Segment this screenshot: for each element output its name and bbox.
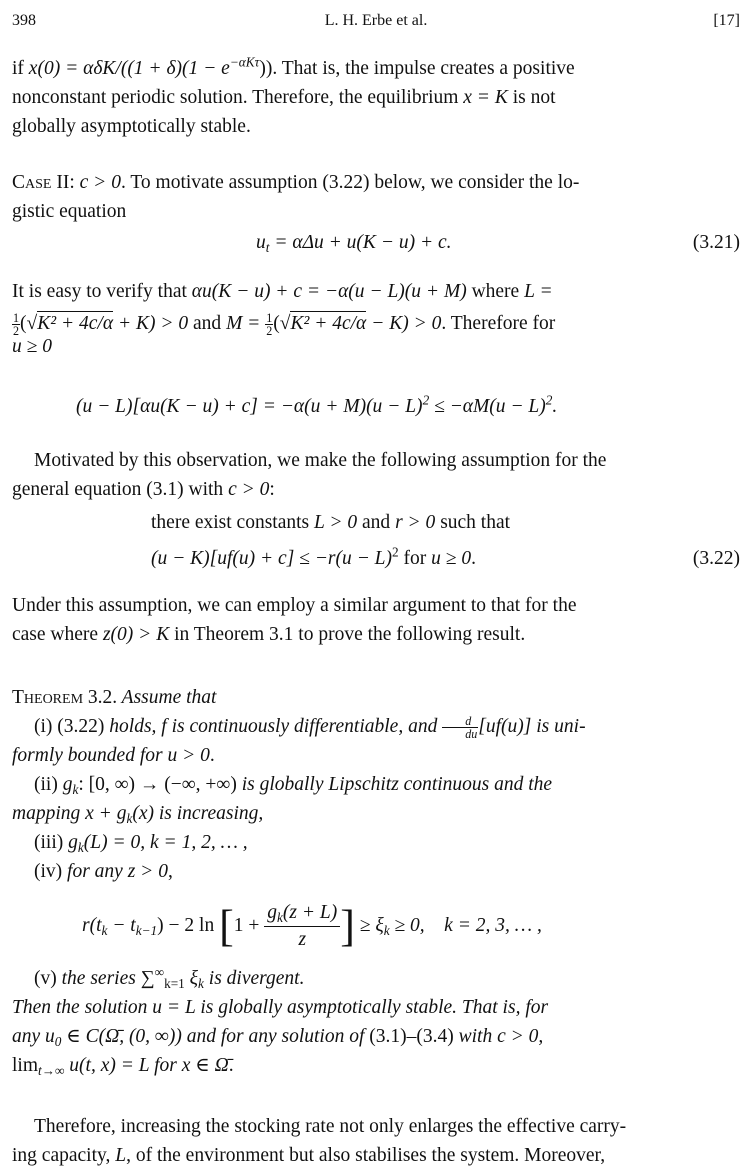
theorem-label: Theorem 3.2.: [12, 687, 118, 708]
paragraph-2: It is easy to verify that αu(K − u) + c = −α(u − L)(u + M) where L = $\frac{1}{2}$ (√K² + 4c/α + K) > 0 and M = $\frac{1}{2}$ (√K² + 4c/α − K) > 0. Therefore for u ≥ 0: [12, 281, 556, 357]
running-header: [12, 6, 740, 32]
running-author: L. H. Erbe et al.: [324, 12, 428, 29]
paragraph-4: Under this assumption, we can employ a similar argument to that for the case where z(0) > K in Theorem 3.1 to prove the following result.: [12, 595, 577, 645]
page-number: 398: [12, 12, 36, 29]
condition-iv-equation: $r(t_k - t_{k-1}) - 2$ ln [1 + $\frac{g_k(z + L)}{z}$ ] ≥ $\xi_k \ge 0$, k = 2, 3, … ,: [82, 901, 542, 951]
equation-3-22: $(u - K)[uf(u) + c] \le -r(u - L)^2$ for u ≥ 0. (3.22): [12, 544, 740, 574]
equation-number: (3.22): [692, 548, 740, 569]
reference-tag: [17]: [713, 12, 740, 29]
inline-math: x(0) = αδK/((1 + δ)(1 − e: [28, 58, 230, 79]
case-label: Case II:: [12, 172, 75, 193]
assumption-line-1: there exist constants L > 0 and r > 0 such that: [151, 512, 511, 533]
theorem-conclusion: (v) the series $\sum^\infty_{k=1}$ $\xi_k$ is divergent. Then the solution u = L is globally asymptotically stable. That is, for any $u_0$ ∈ C(Ω̄, (0, ∞)) and for any solution of (3.1)–(3.4) with c > 0, $\lim_{t\to\infty} u(t$, x) = L for x ∈ Ω̄.: [12, 964, 549, 1078]
paragraph-1: if $x(0) = \alpha\delta K/((1 + \delta)(1 - e^{-\alpha K\tau}))$. That is, the impulse creates a positive nonconstant periodic solution. Therefore, the equilibrium x = K is not globally asymptotically stable.: [12, 54, 575, 137]
theorem-3-2: Theorem 3.2. Assume that (i) (3.22) holds, f is continuously differentiable, and $\frac{d}{du}$ [uf(u)] is uni- formly bounded for u > 0. (ii) $g_k$: [0, ∞) → (−∞, +∞) is globally Lipschitz continuous and the mapping $x + g_k(x)$ is increasing, (iii) $g_k(L) = 0$, k = 1, 2, … , (iv) for any z > 0,: [12, 687, 586, 882]
paragraph-3: Motivated by this observation, we make the following assumption for the general equation (3.1) with c > 0:: [12, 450, 607, 500]
equation-number: (3.21): [692, 232, 740, 253]
equation-3-21: $u_t = \alpha\Delta u + u(K - u) + c$. (3.21): [12, 228, 740, 258]
paragraph-5: Therefore, increasing the stocking rate not only enlarges the effective carry- ing capacity, L, of the environment but also stabilises the system. Moreover,: [12, 1116, 627, 1166]
inequality-equation: $(u - L)[\alpha u(K - u) + c] = -\alpha(u + M)(u - L)^2 \le -\alpha M(u - L)^2$.: [76, 392, 558, 417]
case-ii-paragraph: Case II: c > 0. To motivate assumption (3.22) below, we consider the lo- gistic equation: [12, 172, 580, 222]
